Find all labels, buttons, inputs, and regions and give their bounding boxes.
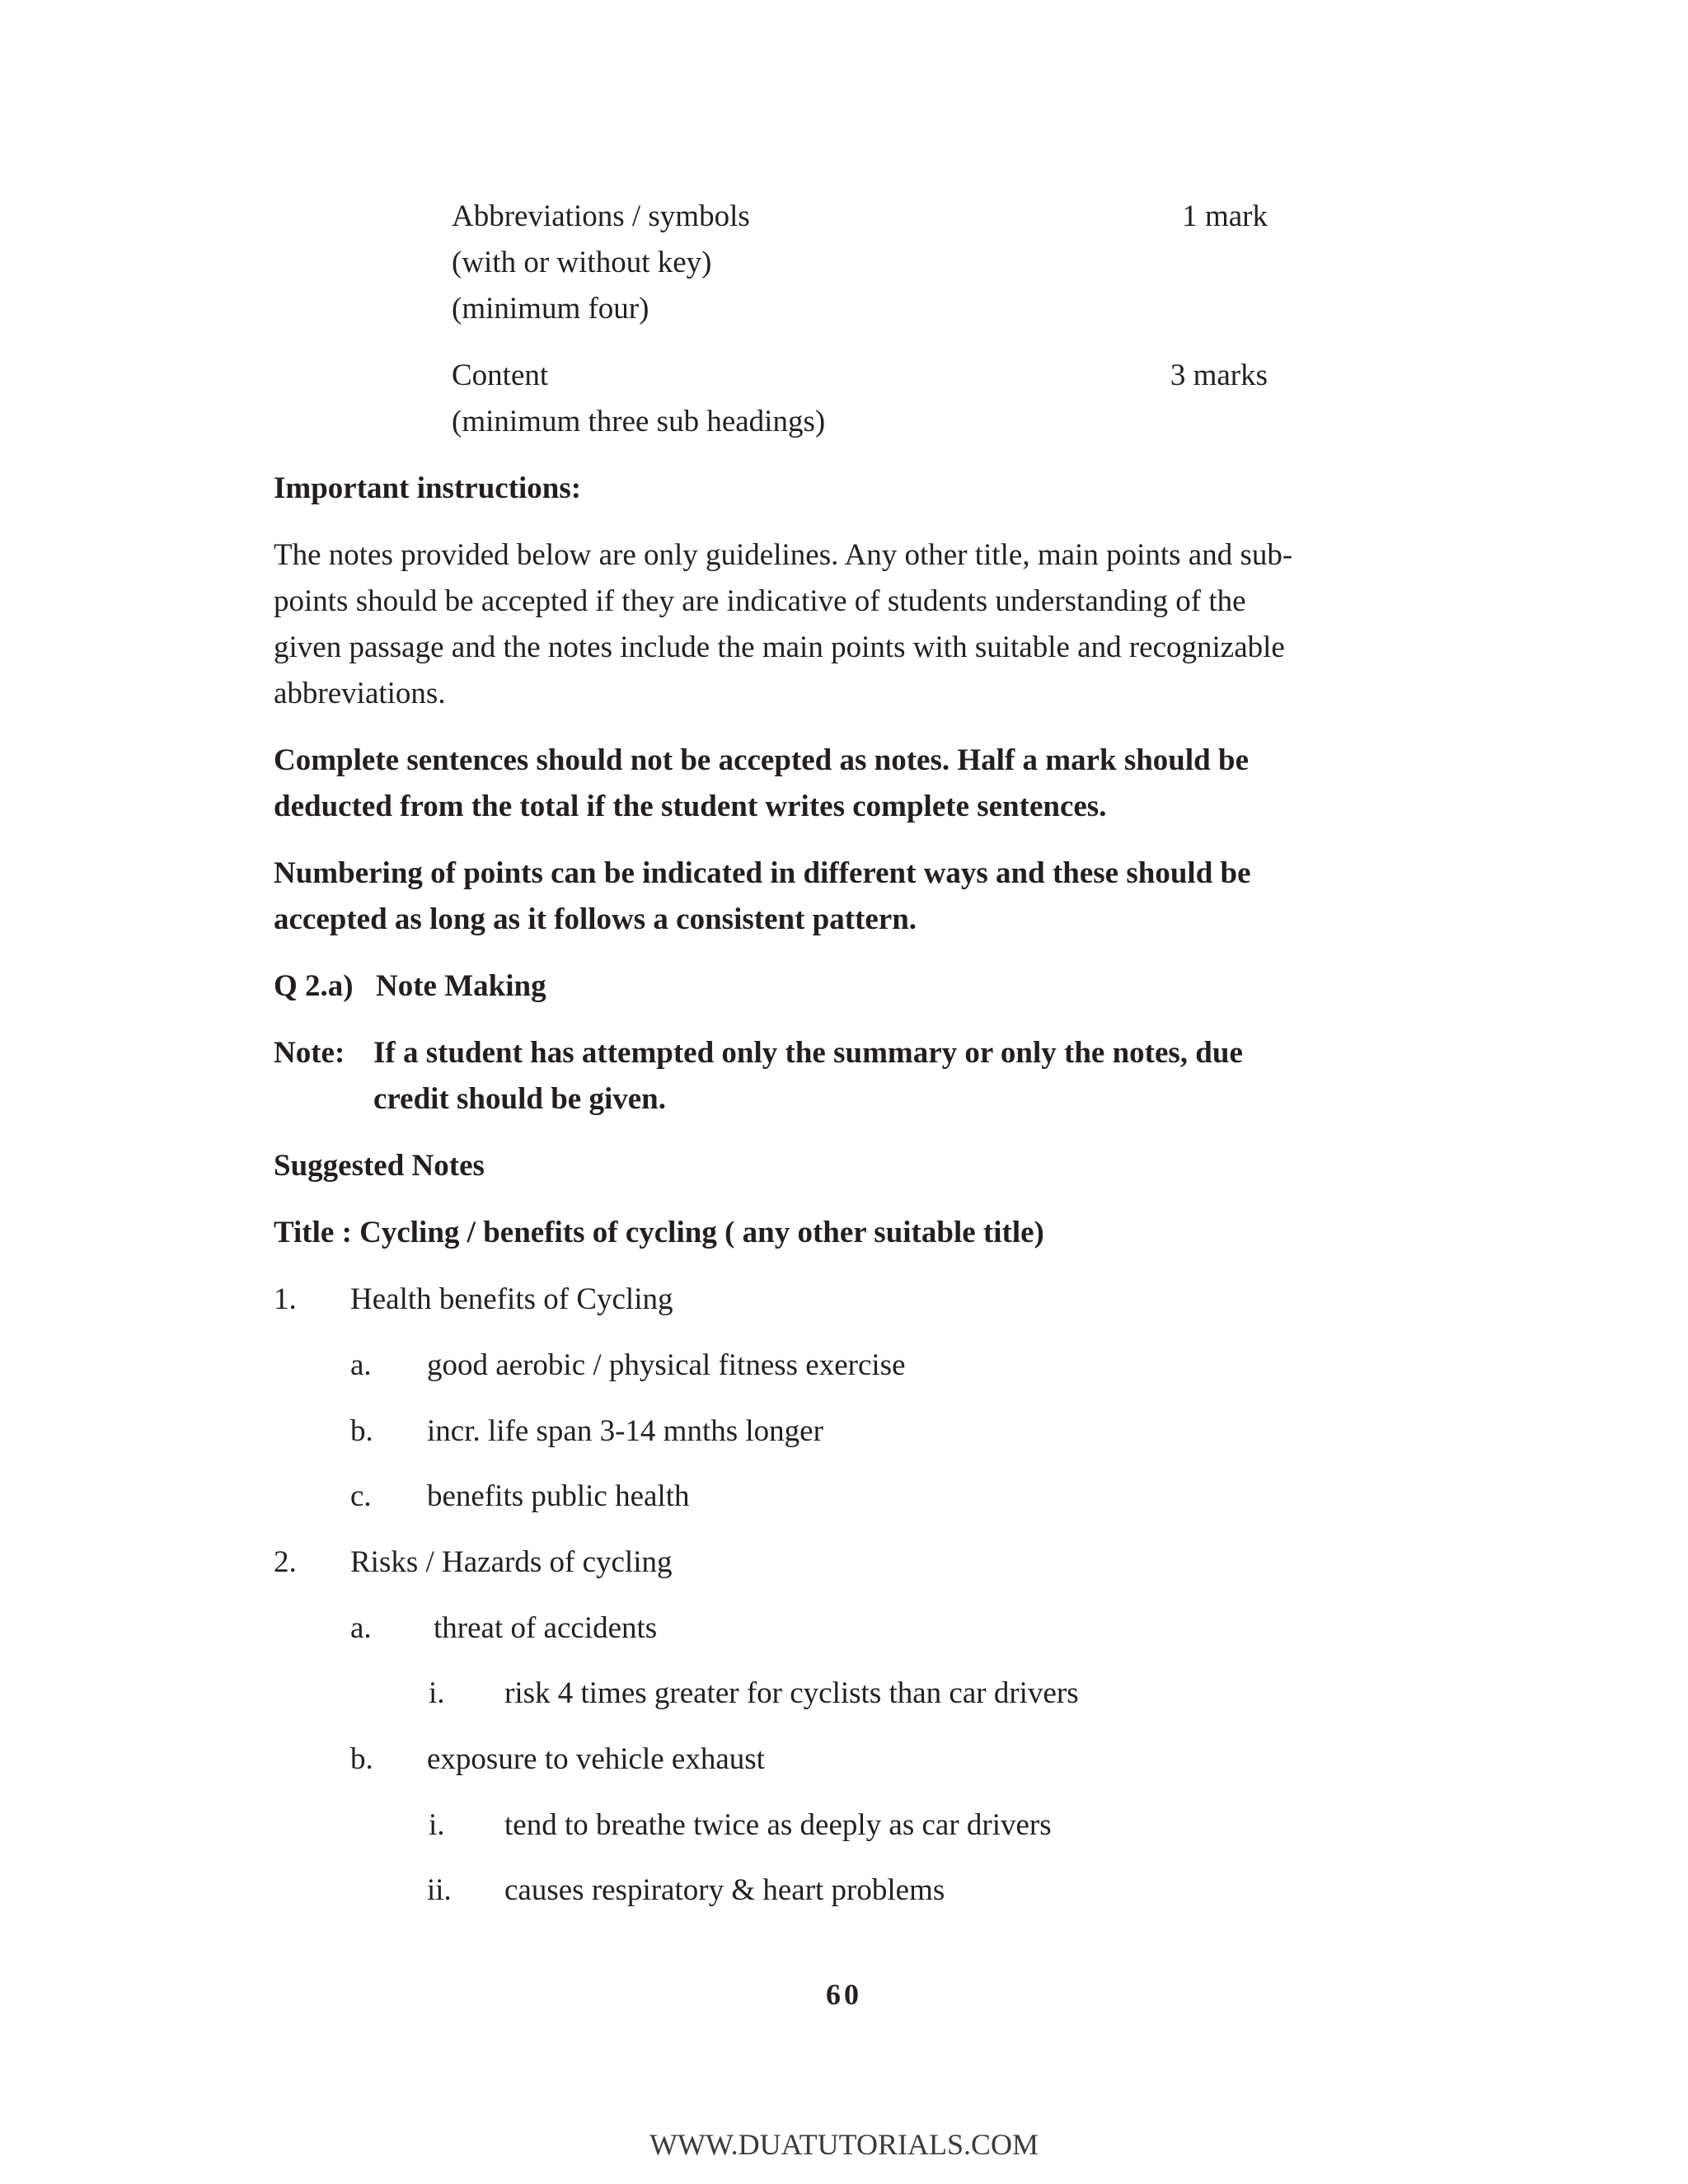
instructions-heading: Important instructions: [274,471,582,505]
point-1b-text: incr. life span 3-14 mnths longer [427,1414,823,1448]
instructions-para2-line1: Complete sentences should not be accepted as notes. Half a mark should be [274,743,1249,777]
point-2b-ii-text: causes respiratory & heart problems [504,1873,945,1907]
page-number: 60 [826,1978,862,2011]
point-2a-i-numeral: i. [429,1676,445,1710]
content-marks: 3 marks [1170,359,1268,392]
question-number: Q 2.a) [274,969,354,1003]
abbreviations-label: Abbreviations / symbols [452,199,750,233]
footer-website: WWW.DUATUTORIALS.COM [649,2128,1039,2161]
instructions-para1-line4: abbreviations. [274,677,446,710]
abbreviations-note-key: (with or without key) [452,246,712,279]
point-2b-i-numeral: i. [429,1808,445,1842]
point-1c-text: benefits public health [427,1479,690,1513]
content-note: (minimum three sub headings) [452,405,826,438]
point-1a-letter: a. [350,1348,372,1382]
note-text-line2: credit should be given. [373,1082,666,1116]
point-2b-text: exposure to vehicle exhaust [427,1742,765,1776]
instructions-para3-line2: accepted as long as it follows a consistent pattern. [274,902,917,936]
abbreviations-marks: 1 mark [1182,199,1268,233]
instructions-para1-line1: The notes provided below are only guidelines. Any other title, main points and sub- [274,538,1293,572]
question-title: Note Making [376,969,546,1003]
point-1a-text: good aerobic / physical fitness exercise [427,1348,906,1382]
point-2a-i-text: risk 4 times greater for cyclists than car drivers [504,1676,1079,1710]
instructions-para1-line2: points should be accepted if they are indicative of students understanding of the [274,584,1246,618]
point-2a-letter: a. [350,1611,372,1645]
point-1-text: Health benefits of Cycling [350,1282,673,1316]
point-2b-letter: b. [350,1742,373,1776]
point-2-number: 2. [274,1545,297,1579]
note-text-line1: If a student has attempted only the summary or only the notes, due [373,1036,1243,1070]
note-label: Note: [274,1036,345,1070]
notes-title-line: Title : Cycling / benefits of cycling ( any other suitable title) [274,1216,1044,1249]
instructions-para1-line3: given passage and the notes include the main points with suitable and recognizable [274,630,1285,664]
point-2-text: Risks / Hazards of cycling [350,1545,673,1579]
suggested-notes-heading: Suggested Notes [274,1149,485,1183]
point-1b-letter: b. [350,1414,373,1448]
point-2b-ii-numeral: ii. [427,1873,452,1907]
point-1-number: 1. [274,1282,297,1316]
point-1c-letter: c. [350,1479,372,1513]
instructions-para3-line1: Numbering of points can be indicated in different ways and these should be [274,856,1251,890]
point-2a-text: threat of accidents [434,1611,658,1645]
abbreviations-note-minimum: (minimum four) [452,292,649,326]
content-label: Content [452,359,549,392]
instructions-para2-line2: deducted from the total if the student writes complete sentences. [274,790,1107,823]
point-2b-i-text: tend to breathe twice as deeply as car drivers [504,1808,1052,1842]
